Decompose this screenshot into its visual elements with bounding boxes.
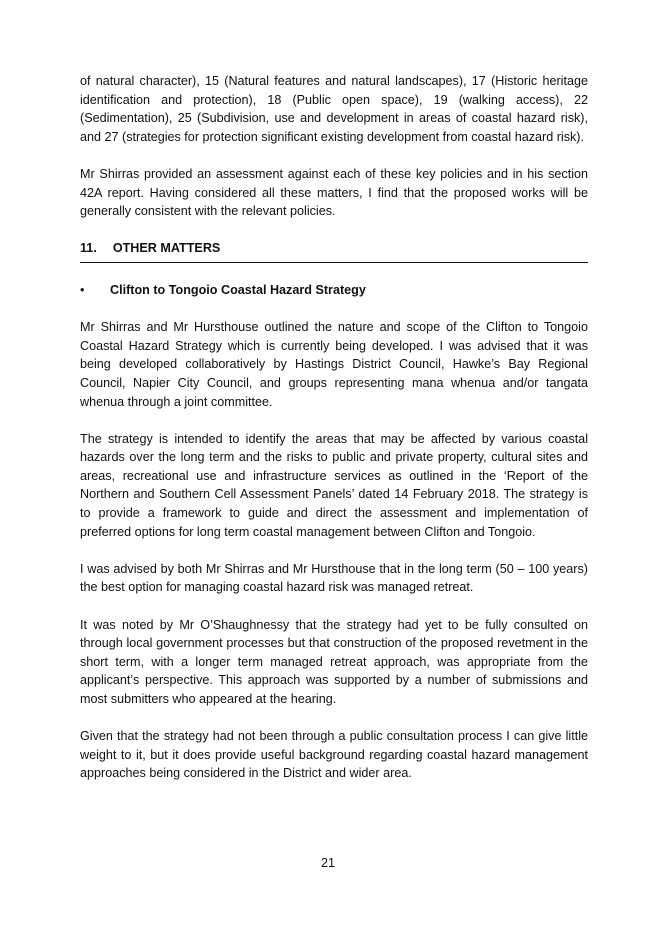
section-title: OTHER MATTERS	[112, 241, 221, 256]
section-number: 11.	[80, 241, 97, 256]
bullet-heading	[80, 281, 588, 300]
document-page	[80, 72, 588, 802]
bullet-title: Clifton to Tongoio Coastal Hazard Strategy	[110, 282, 366, 297]
paragraph-conclusion: Given that the strategy had not been through a public consultation process I can give little weight to it, but it does provide useful background regarding coastal hazard management approaches being considered in the District and wider area.	[80, 729, 588, 781]
paragraph-policies-list: of natural character), 15 (Natural features and natural landscapes), 17 (Historic heritage identification and protection), 18 (Public open space), 19 (walking access), 22 (Sedimentation), 25 (Subdivision, use and development in areas of coastal hazard risk), and 27 (strategies for protection significant existing development from coastal hazard risk).	[80, 74, 588, 144]
paragraph-strategy-intent: The strategy is intended to identify the areas that may be affected by various coastal hazards over the long term and the risks to public and private property, cultural sites and areas, recreational use and infrastructure services as outlined in the ‘Report of the Northern and Southern Cell Assessment Panels’ dated 14 February 2018. The strategy is to provide a framework to guide and direct the assessment and implementation of preferred options for long term coastal management between Clifton and Tongoio.	[80, 431, 588, 539]
page-number: 21	[320, 856, 335, 870]
section-heading	[80, 239, 588, 262]
section-heading-rule	[80, 262, 588, 263]
paragraph-consultation: It was noted by Mr O’Shaughnessy that the strategy had yet to be fully consulted on through local government processes but that construction of the proposed revetment in the short term, with a longer term managed retreat approach, was appropriate from the applicant’s perspective. This approach was supported by a number of submissions and most submitters who appeared at the hearing.	[80, 617, 588, 706]
paragraph-managed-retreat: I was advised by both Mr Shirras and Mr Hursthouse that in the long term (50 – 100 years) the best option for managing coastal hazard risk was managed retreat.	[80, 561, 588, 595]
paragraph-assessment: Mr Shirras provided an assessment against each of these key policies and in his section 42A report. Having considered all these matters, I find that the proposed works will be generally consistent with the relevant policies.	[80, 166, 588, 219]
paragraph-strategy-scope: Mr Shirras and Mr Hursthouse outlined the nature and scope of the Clifton to Tongoio Coastal Hazard Strategy which is currently being developed. I was advised that it was being developed collaboratively by Hastings District Council, Hawke’s Bay Regional Council, Napier City Council, and groups representing mana whenua and/or tangata whenua through a joint committee.	[80, 320, 588, 409]
bullet-icon: •	[80, 282, 85, 297]
